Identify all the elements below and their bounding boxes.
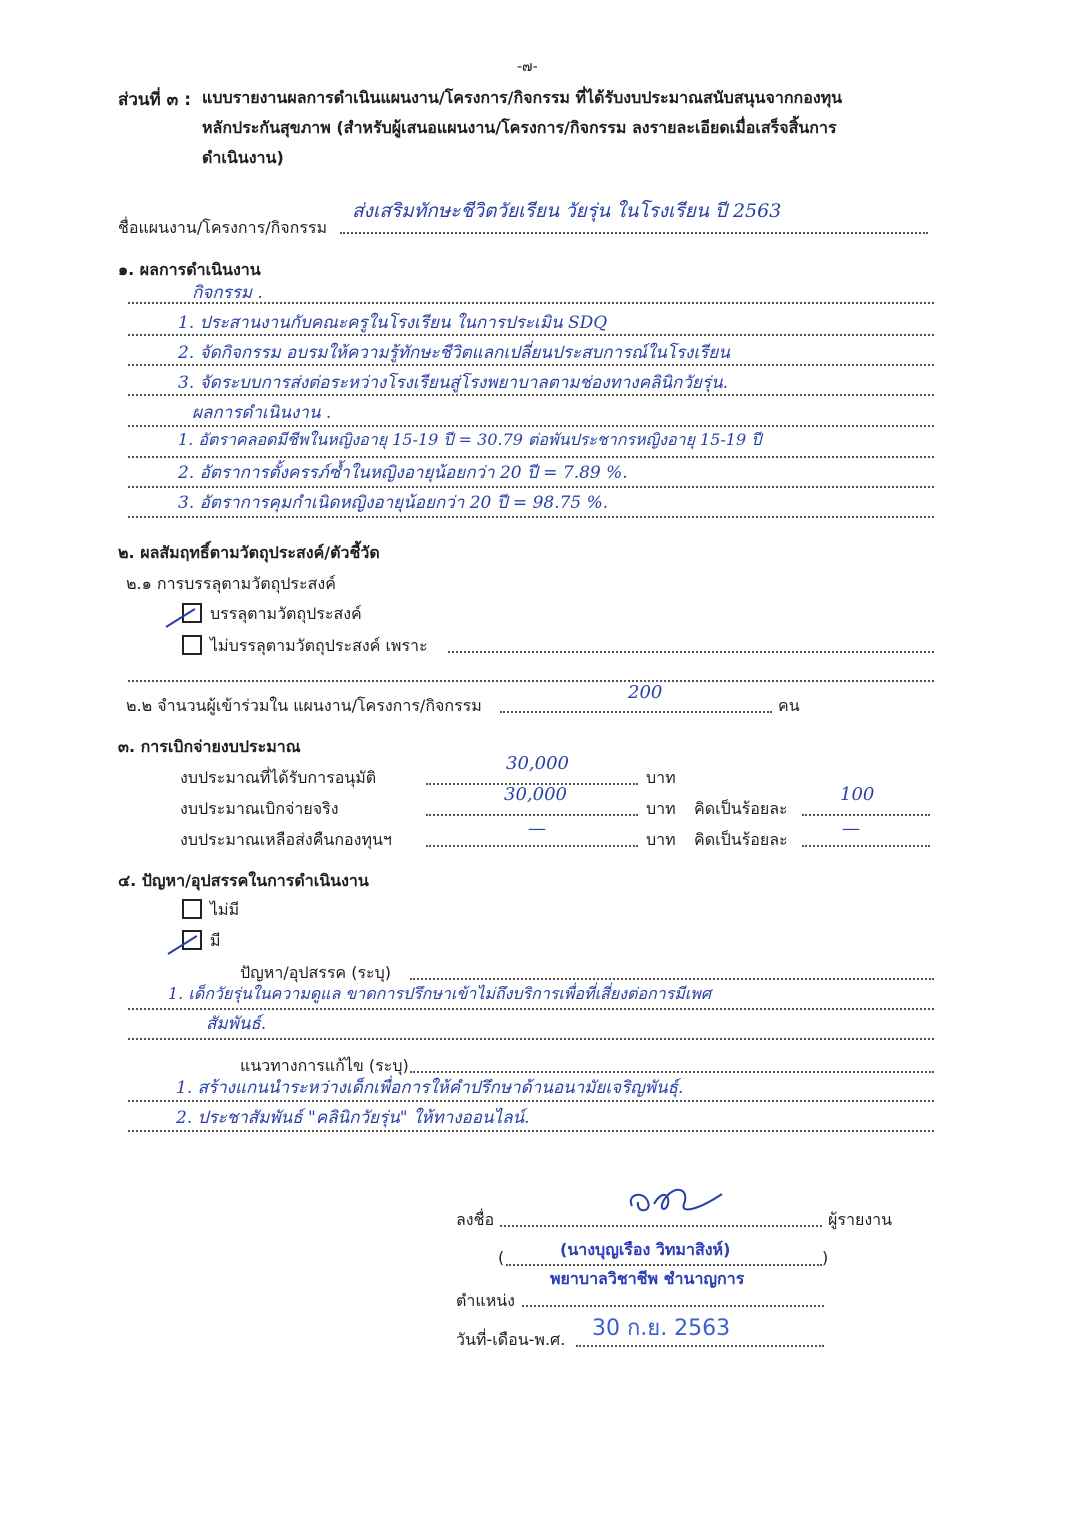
problem-dotted-line-1 [410, 978, 934, 980]
section1-hw-3: 2. จัดกิจกรรม อบรมให้ความรู้ทักษะชีวิตแลกเปลี่ยนประสบการณ์ในโรงเรียน [178, 343, 730, 363]
not-achieved-reason-line [448, 651, 934, 653]
problem-dotted-line-3 [128, 1038, 934, 1040]
not-achieved-label: ไม่บรรลุตามวัตถุประสงค์ เพราะ [210, 636, 428, 655]
name-dotted-line [506, 1264, 822, 1266]
part-label: ส่วนที่ ๓ : [118, 90, 192, 110]
header-line-3: ดำเนินงาน) [202, 148, 284, 167]
achieved-label: บรรลุตามวัตถุประสงค์ [210, 604, 362, 623]
section3-title: ๓. การเบิกจ่ายงบประมาณ [118, 737, 301, 756]
spent-value: 30,000 [504, 784, 567, 805]
not-achieved-reason-line-2 [128, 680, 934, 682]
section2-1-title: ๒.๑ การบรรลุตามวัตถุประสงค์ [126, 574, 336, 593]
project-label: ชื่อแผนงาน/โครงการ/กิจกรรม [118, 218, 328, 237]
reporter-name-stamp: (นางบุญเรือง วิทมาสิงห์) [560, 1240, 731, 1259]
returned-percent-value: — [842, 818, 860, 839]
reporter-label: ผู้รายงาน [828, 1210, 893, 1229]
date-stamp: 30 ก.ย. 2563 [592, 1316, 731, 1341]
problem-label: ปัญหา/อุปสรรค (ระบุ) [240, 963, 392, 982]
section1-hw-2: 1. ประสานงานกับคณะครูในโรงเรียน ในการประเมิน SDQ [178, 313, 608, 333]
approved-label: งบประมาณที่ได้รับการอนุมัติ [180, 768, 377, 787]
section1-hw-7: 2. อัตราการตั้งครรภ์ซ้ำในหญิงอายุน้อยกว่า 20 ปี = 7.89 %. [178, 463, 628, 483]
spent-label: งบประมาณเบิกจ่ายจริง [180, 799, 339, 818]
returned-label: งบประมาณเหลือส่งคืนกองทุนฯ [180, 830, 392, 849]
section1-hw-5: ผลการดำเนินงาน . [192, 403, 332, 423]
participants-value: 200 [628, 682, 663, 703]
section1-line-7 [128, 486, 934, 488]
returned-value: — [528, 818, 546, 839]
project-dotted-line [340, 232, 928, 234]
section1-hw-8: 3. อัตราการคุมกำเนิดหญิงอายุน้อยกว่า 20 ปี = 98.75 %. [178, 493, 609, 513]
position-label: ตำแหน่ง [456, 1291, 515, 1310]
problem-hw-2: สัมพันธ์. [206, 1014, 267, 1034]
signature-scribble [618, 1180, 728, 1224]
solution-hw-2: 2. ประชาสัมพันธ์ "คลินิกวัยรุ่น" ให้ทางออนไลน์. [176, 1108, 530, 1128]
solution-dotted-line-1 [410, 1071, 934, 1073]
returned-percent-label: คิดเป็นร้อยละ [694, 830, 788, 849]
section1-line-8 [128, 516, 934, 518]
section1-title: ๑. ผลการดำเนินงาน [118, 260, 261, 279]
returned-dotted-line [426, 845, 638, 847]
section1-hw-1: กิจกรรม . [192, 283, 263, 303]
has-problem-label: มี [210, 931, 221, 950]
header-line-1: แบบรายงานผลการดำเนินแผนงาน/โครงการ/กิจกรรม ที่ได้รับงบประมาณสนับสนุนจากกองทุน [202, 88, 843, 107]
returned-currency: บาท [646, 830, 676, 849]
project-name-handwritten: ส่งเสริมทักษะชีวิตวัยเรียน วัยรุ่น ในโรงเรียน ปี 2563 [352, 200, 782, 222]
approved-currency: บาท [646, 768, 676, 787]
section4-title: ๔. ปัญหา/อุปสรรคในการดำเนินงาน [118, 871, 369, 890]
returned-percent-dotted-line [802, 845, 930, 847]
date-dotted-line [576, 1345, 824, 1347]
section1-hw-6: 1. อัตราคลอดมีชีพในหญิงอายุ 15-19 ปี = 30.79 ต่อพันประชากรหญิงอายุ 15-19 ปี [178, 430, 762, 449]
problem-hw-1: 1. เด็กวัยรุ่นในความดูแล ขาดการปรึกษาเข้าไม่ถึงบริการเพื่อที่เสี่ยงต่อการมีเพศ [168, 984, 711, 1003]
participants-dotted-line [500, 711, 772, 713]
sign-label: ลงชื่อ [456, 1210, 495, 1229]
solution-label: แนวทางการแก้ไข (ระบุ) [240, 1056, 409, 1075]
solution-hw-1: 1. สร้างแกนนำระหว่างเด็กเพื่อการให้คำปรึกษาด้านอนามัยเจริญพันธุ์. [176, 1078, 684, 1098]
spent-percent-label: คิดเป็นร้อยละ [694, 799, 788, 818]
participants-unit: คน [778, 696, 800, 715]
date-label: วันที่-เดือน-พ.ศ. [456, 1330, 566, 1349]
position-stamp: พยาบาลวิชาชีพ ชำนาญการ [550, 1269, 745, 1288]
approved-value: 30,000 [506, 753, 569, 774]
page-number: -๗- [517, 59, 538, 75]
spent-percent-dotted-line [802, 814, 930, 816]
no-problem-label: ไม่มี [210, 900, 240, 919]
no-problem-checkbox[interactable] [182, 899, 202, 919]
participants-label: ๒.๒ จำนวนผู้เข้าร่วมใน แผนงาน/โครงการ/กิจกรรม [126, 696, 482, 715]
section1-hw-4: 3. จัดระบบการส่งต่อระหว่างโรงเรียนสู่โรงพยาบาลตามช่องทางคลินิกวัยรุ่น. [178, 373, 728, 393]
spent-dotted-line [426, 814, 638, 816]
sign-dotted-line [500, 1225, 822, 1227]
spent-percent-value: 100 [840, 784, 875, 805]
section2-title: ๒. ผลสัมฤทธิ์ตามวัตถุประสงค์/ตัวชี้วัด [118, 543, 380, 562]
spent-currency: บาท [646, 799, 676, 818]
header-line-2: หลักประกันสุขภาพ (สำหรับผู้เสนอแผนงาน/โครงการ/กิจกรรม ลงรายละเอียดเมื่อเสร็จสิ้นการ [202, 118, 837, 137]
section1-line-6 [128, 456, 934, 458]
not-achieved-checkbox[interactable] [182, 635, 202, 655]
position-dotted-line [522, 1305, 824, 1307]
